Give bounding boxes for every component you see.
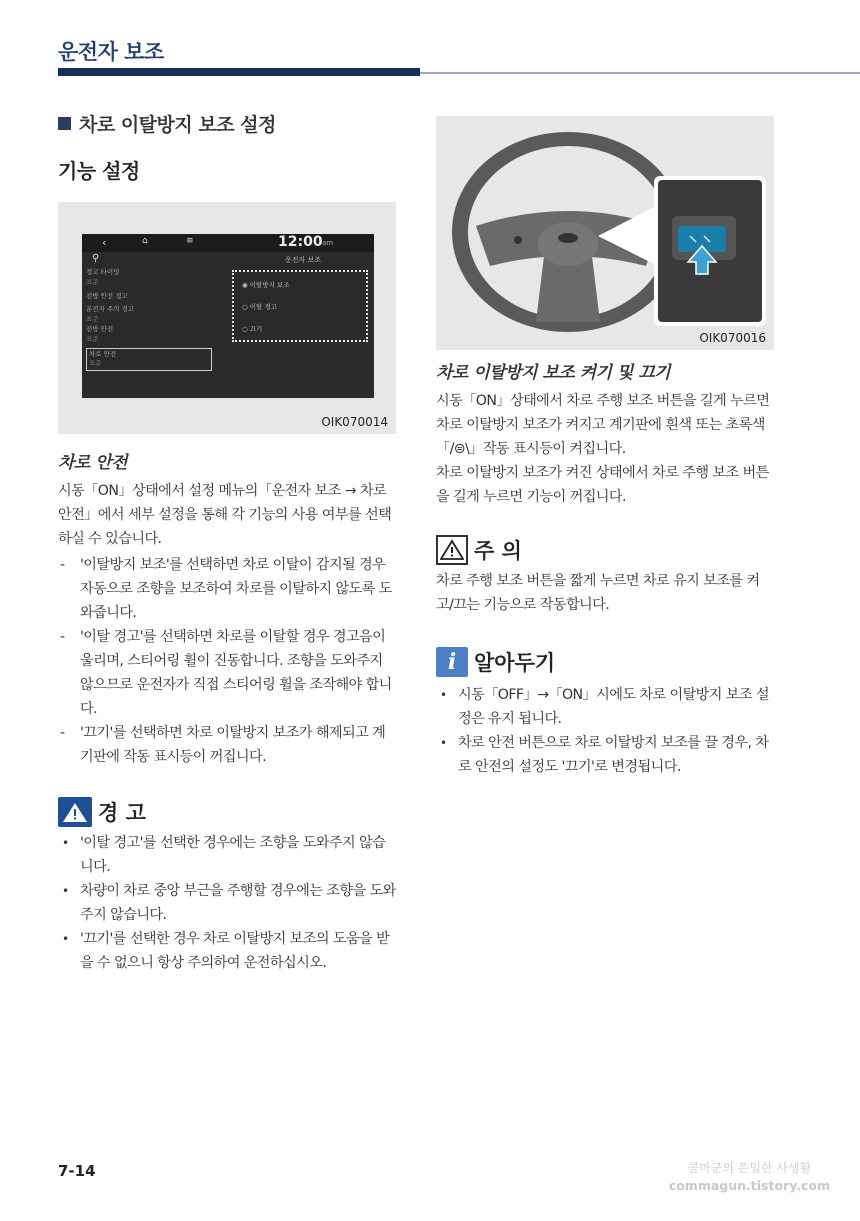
screen-menu-item-label: 차로 안전 — [89, 349, 117, 358]
screen-menu-item: 운전자 주의 경고 — [86, 305, 135, 314]
radio-selected-icon: ◉ — [242, 281, 250, 289]
screen-menu-item: 표준 — [86, 315, 99, 324]
warning-icon — [58, 797, 92, 827]
screen-time-suffix: am — [322, 239, 334, 247]
lka-toggle-paragraph-2: 차로 이탈방지 보조가 켜진 상태에서 차로 주행 보조 버튼을 길게 누르면 기능이 꺼집니다. — [436, 465, 769, 505]
list-item: • 차로 안전 버튼으로 차로 이탈방지 보조를 끌 경우, 차로 안전의 설정도 '끄기'로 변경됩니다. — [436, 731, 774, 779]
caution-title: 주 의 — [474, 539, 522, 563]
screen-top-bar — [82, 234, 374, 252]
info-heading — [436, 647, 774, 677]
screen-time: 12:00 — [278, 234, 323, 250]
figure-code: OIK070016 — [699, 331, 766, 345]
screen-menu-item: 전방 안전 경고 — [86, 291, 128, 300]
lka-toggle-paragraph-1: 시동「ON」상태에서 차로 주행 보조 버튼을 길게 누르면 차로 이탈방지 보조가 켜지고 계기판에 흰색 또는 초록색「/⊜\」작동 표시등이 켜집니다. — [436, 393, 770, 457]
screen-menu-item: 표준 — [86, 334, 99, 343]
section-title-text: 차로 이탈방지 보조 설정 — [79, 114, 276, 136]
screen-option-label: 끄기 — [249, 325, 263, 333]
warning-heading — [58, 797, 398, 827]
steering-wheel-figure — [436, 116, 774, 350]
search-icon: ⚲ — [92, 253, 100, 264]
settings-screen-figure — [58, 202, 396, 434]
warning-title: 경 고 — [98, 801, 146, 825]
screen-option — [242, 324, 262, 333]
list-item: • '이탈 경고'를 선택한 경우에는 조향을 도와주지 않습니다. — [58, 831, 398, 879]
infotainment-screen — [82, 234, 374, 398]
figure-code: OIK070014 — [321, 415, 388, 429]
header-rule — [420, 72, 860, 74]
option-list — [58, 553, 398, 769]
lane-safety-paragraph: 시동「ON」상태에서 설정 메뉴의「운전자 보조 → 차로 안전」에서 세부 설정을 통해 각 기능의 사용 여부를 선택하실 수 있습니다. — [58, 483, 392, 547]
home-icon: ⌂ — [142, 236, 148, 246]
left-column — [58, 110, 398, 975]
screen-menu-item-selected — [86, 348, 212, 372]
page-number: 7-14 — [58, 1162, 96, 1180]
list-item: - '끄기'를 선택하면 차로 이탈방지 보조가 해제되고 계기판에 작동 표시등이 꺼집니다. — [58, 721, 398, 769]
screen-right-title: 운전자 보조 — [284, 256, 322, 264]
list-item: - '이탈방지 보조'를 선택하면 차로 이탈이 감지될 경우 자동으로 조향을 보조하여 차로를 이탈하지 않도록 도와줍니다. — [58, 553, 398, 625]
list-item: • 시동「OFF」→「ON」시에도 차로 이탈방지 보조 설정은 유지 됩니다. — [436, 683, 774, 731]
info-list — [436, 683, 774, 779]
screen-option — [242, 302, 277, 311]
menu-icon: ≡ — [186, 236, 194, 246]
sub-title: 기능 설정 — [58, 159, 140, 183]
list-item: • '끄기'를 선택한 경우 차로 이탈방지 보조의 도움을 받을 수 없으니 항상 주의하여 운전하십시오. — [58, 927, 398, 975]
square-bullet-icon — [58, 117, 71, 130]
back-icon: ‹ — [102, 236, 107, 249]
screen-left-menu — [86, 268, 226, 371]
screen-menu-item: 표준 — [86, 277, 99, 286]
caution-heading — [436, 535, 774, 565]
screen-options-box — [232, 270, 368, 342]
screen-option-label: 이탈방지 보조 — [249, 281, 290, 289]
watermark-line: 콤마군의 은밀한 사생활 — [687, 1161, 812, 1175]
screen-menu-item: 전방 안전 — [86, 324, 114, 333]
screen-menu-item-value: 표준 — [89, 359, 102, 368]
section-title — [58, 110, 398, 137]
heading-lane-safety: 차로 안전 — [58, 453, 128, 473]
radio-icon: ○ — [242, 303, 250, 311]
heading-lka-toggle: 차로 이탈방지 보조 켜기 및 끄기 — [436, 363, 671, 383]
header-bar — [58, 68, 420, 76]
watermark-line: commagun.tistory.com — [668, 1178, 830, 1193]
info-icon: i — [436, 647, 468, 677]
caution-text: 차로 주행 보조 버튼을 짧게 누르면 차로 유지 보조를 켜고/끄는 기능으로 작동합니다. — [436, 573, 760, 613]
list-item: • 차량이 차로 중앙 부근을 주행할 경우에는 조향을 도와주지 않습니다. — [58, 879, 398, 927]
caution-icon — [436, 535, 468, 565]
screen-option — [242, 280, 290, 289]
header-title: 운전자 보조 — [58, 40, 164, 64]
list-item: - '이탈 경고'를 선택하면 차로를 이탈할 경우 경고음이 울리며, 스티어링 휠이 진동합니다. 조향을 도와주지 않으므로 운전자가 직접 스티어링 휠을 조작해야 합니다. — [58, 625, 398, 721]
warning-list — [58, 831, 398, 975]
screen-menu-item: 경고 타이밍 — [86, 268, 120, 276]
radio-icon: ○ — [242, 325, 250, 333]
watermark — [669, 1160, 830, 1194]
steering-wheel-illustration — [436, 116, 774, 350]
right-column — [436, 116, 774, 779]
screen-option-label: 이탈 경고 — [249, 303, 277, 311]
info-title: 알아두기 — [474, 651, 556, 675]
